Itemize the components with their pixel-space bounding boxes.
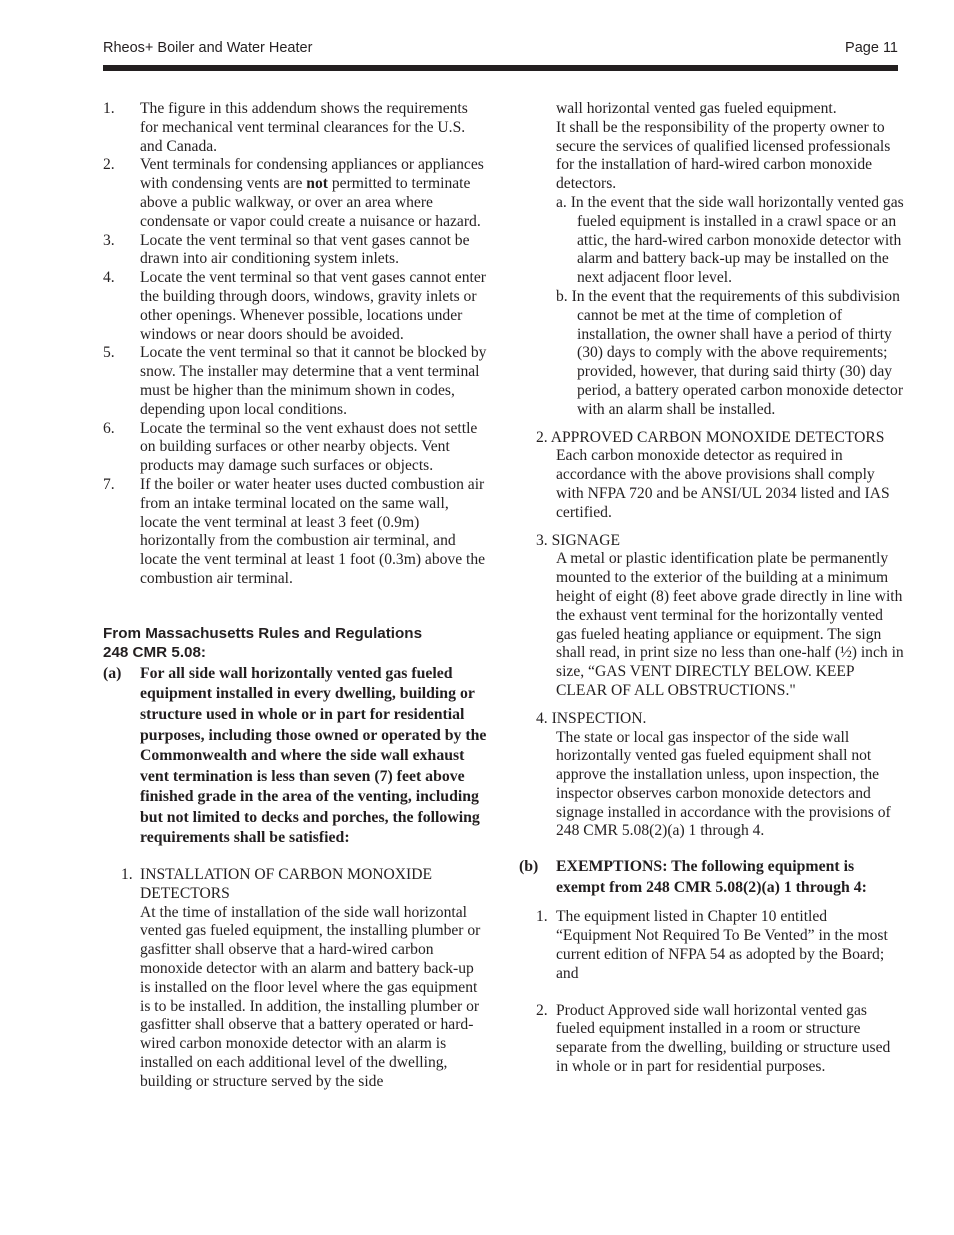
header-title: Rheos+ Boiler and Water Heater xyxy=(103,40,313,56)
section-text: The state or local gas inspector of the side wall horizontally vented gas fueled equipment shall not approve the installation unless, upon inspection, the inspector observes carbon monoxide detectors and signage installed in accordance with the provisions of 248 CMR 5.08(2)(a) 1 through 4. xyxy=(556,728,891,840)
list-item xyxy=(103,420,488,476)
exemption-number: 2. xyxy=(536,1001,548,1019)
clause-b xyxy=(519,857,904,898)
section-text: A metal or plastic identification plate be permanently mounted to the exterior of the building at a minimum height of eight (8) feet above grade directly in line with the exhaust vent terminal for the horizontally vented gas fueled heating appliance or equipment. The sign shall read, in print size no less than one-half (½) inch in size, “GAS VENT DIRECTLY BELOW. KEEP CLEAR OF ALL OBSTRUCTIONS." xyxy=(556,550,904,699)
section-title: 2. APPROVED CARBON MONOXIDE DETECTORS xyxy=(536,428,885,446)
list-text: The figure in this addendum shows the requirements for mechanical vent terminal clearances for the U.S. and Canada. xyxy=(140,100,468,155)
sub-item-b: b. In the event that the requirements of this subdivision cannot be met at the time of completion of installation, the owner shall have a period of thirty (30) days to comply with the above requirements; provided, however, that during said thirty (30) day period, a battery operated carbon monoxide detector with an alarm shall be installed. xyxy=(556,287,904,418)
list-number: 1. xyxy=(103,100,115,117)
exemption-1 xyxy=(519,908,904,983)
clause-a xyxy=(103,664,488,849)
clause-text: EXEMPTIONS: The following equipment is exempt from 248 CMR 5.08(2)(a) 1 through 4: xyxy=(556,858,867,896)
list-item xyxy=(103,156,488,231)
list-item xyxy=(103,100,488,156)
exemption-2 xyxy=(519,1002,904,1077)
section-text: Each carbon monoxide detector as required in accordance with the above provisions shall comply with NFPA 720 and be ANSI/UL 2034 listed and IAS certified. xyxy=(556,447,890,521)
right-column xyxy=(519,100,904,1077)
list-text: If the boiler or water heater uses ducted combustion air from an intake terminal located on the same wall, locate the vent terminal at least 3 feet (0.9m) horizontally from the combustion air terminal, and locate the vent terminal at least 1 foot (0.3m) above the combustion air terminal. xyxy=(140,475,486,587)
list-text: Locate the vent terminal so that vent gases cannot be drawn into air conditioning system inlets. xyxy=(140,231,470,268)
section-2 xyxy=(519,429,904,523)
list-text: Locate the terminal so the vent exhaust does not settle on building surfaces or other nearby objects. Vent products may damage such surfaces or objects. xyxy=(140,419,478,475)
section-heading xyxy=(103,624,488,662)
list-number: 3. xyxy=(103,231,115,249)
list-item xyxy=(103,232,488,270)
exemption-number: 1. xyxy=(536,908,548,926)
list-text: Locate the vent terminal so that vent gases cannot enter the building through doors, windows, gravity inlets or other openings. Whenever possible, locations under windows or near doors should be avoided. xyxy=(140,269,486,343)
clause-label: (a) xyxy=(103,664,122,682)
list-number: 2. xyxy=(103,156,115,174)
subsection-text: At the time of installation of the side wall horizontal vented gas fueled equipment, the installing plumber or gasfitter shall observe that a hard-wired carbon monoxide detector with an alarm and battery back-up is installed on the floor level where the gas equipment is to be installed. In addition, the installing plumber or gasfitter shall observe that a battery operated or hard-wired carbon monoxide detector with an alarm is installed on each additional level of the dwelling, building or structure served by the side xyxy=(140,903,481,1090)
clause-text: For all side wall horizontally vented gas fueled equipment installed in every dwelling, building or structure used in whole or in part for residential purposes, including those owned or operated by the Commonwealth and where the side wall exhaust vent termination is less than seven (7) feet above finished grade in the area of the venting, including but not limited to decks and porches, the following requirements shall be satisfied: xyxy=(140,664,487,847)
header-rule xyxy=(103,65,898,71)
exemption-text: Product Approved side wall horizontal vented gas fueled equipment installed in a room or structure separate from the dwelling, building or structure used in whole or in part for residential purposes. xyxy=(556,1001,891,1076)
section-heading-line: From Massachusetts Rules and Regulations xyxy=(103,624,423,642)
list-number: 4. xyxy=(103,269,115,287)
list-number: 6. xyxy=(103,419,115,437)
section-heading-line: 248 CMR 5.08: xyxy=(103,643,206,661)
list-text: Locate the vent terminal so that it cannot be blocked by snow. The installer may determine that a vent terminal must be higher than the minimum shown in codes, depending upon local conditions. xyxy=(140,344,487,418)
clause-label: (b) xyxy=(519,858,539,876)
section-3 xyxy=(519,532,904,701)
section-title: 4. INSPECTION. xyxy=(536,709,647,727)
exemption-text: The equipment listed in Chapter 10 entitled “Equipment Not Required To Be Vented” in the most current edition of NFPA 54 as adopted by the Board; and xyxy=(556,908,888,982)
sub-item-a: a. In the event that the side wall horizontally vented gas fueled equipment is installed in a crawl space or an attic, the hard-wired carbon monoxide detector with alarm and battery back-up may be installed on the next adjacent floor level. xyxy=(556,193,904,287)
list-text-part: permitted to terminate above a public walkway, or over an area where condensate or vapor could create a nuisance or hazard. xyxy=(140,175,481,230)
list-text-part: Vent terminals for condensing appliances or appliances with condensing vents are xyxy=(140,156,484,193)
list-number: 7. xyxy=(103,475,115,493)
subsection-title: INSTALLATION OF CARBON MONOXIDE DETECTORS xyxy=(140,866,432,902)
page-number: Page 11 xyxy=(845,40,898,56)
list-text-bold: not xyxy=(306,175,328,193)
list-number: 5. xyxy=(103,344,115,362)
left-column xyxy=(103,100,488,1092)
list-item xyxy=(103,344,488,419)
continued-text: wall horizontal vented gas fueled equipment. xyxy=(556,100,837,117)
list-item xyxy=(103,476,488,589)
responsibility-text: It shall be the responsibility of the property owner to secure the services of qualified licensed professionals for the installation of hard-wired carbon monoxide detectors. xyxy=(556,118,891,193)
subsection-number: 1. xyxy=(121,866,133,884)
subsection-1 xyxy=(103,866,488,1092)
list-item xyxy=(103,269,488,344)
section-4 xyxy=(519,710,904,842)
list-text xyxy=(140,156,488,231)
section-title: 3. SIGNAGE xyxy=(536,531,621,549)
